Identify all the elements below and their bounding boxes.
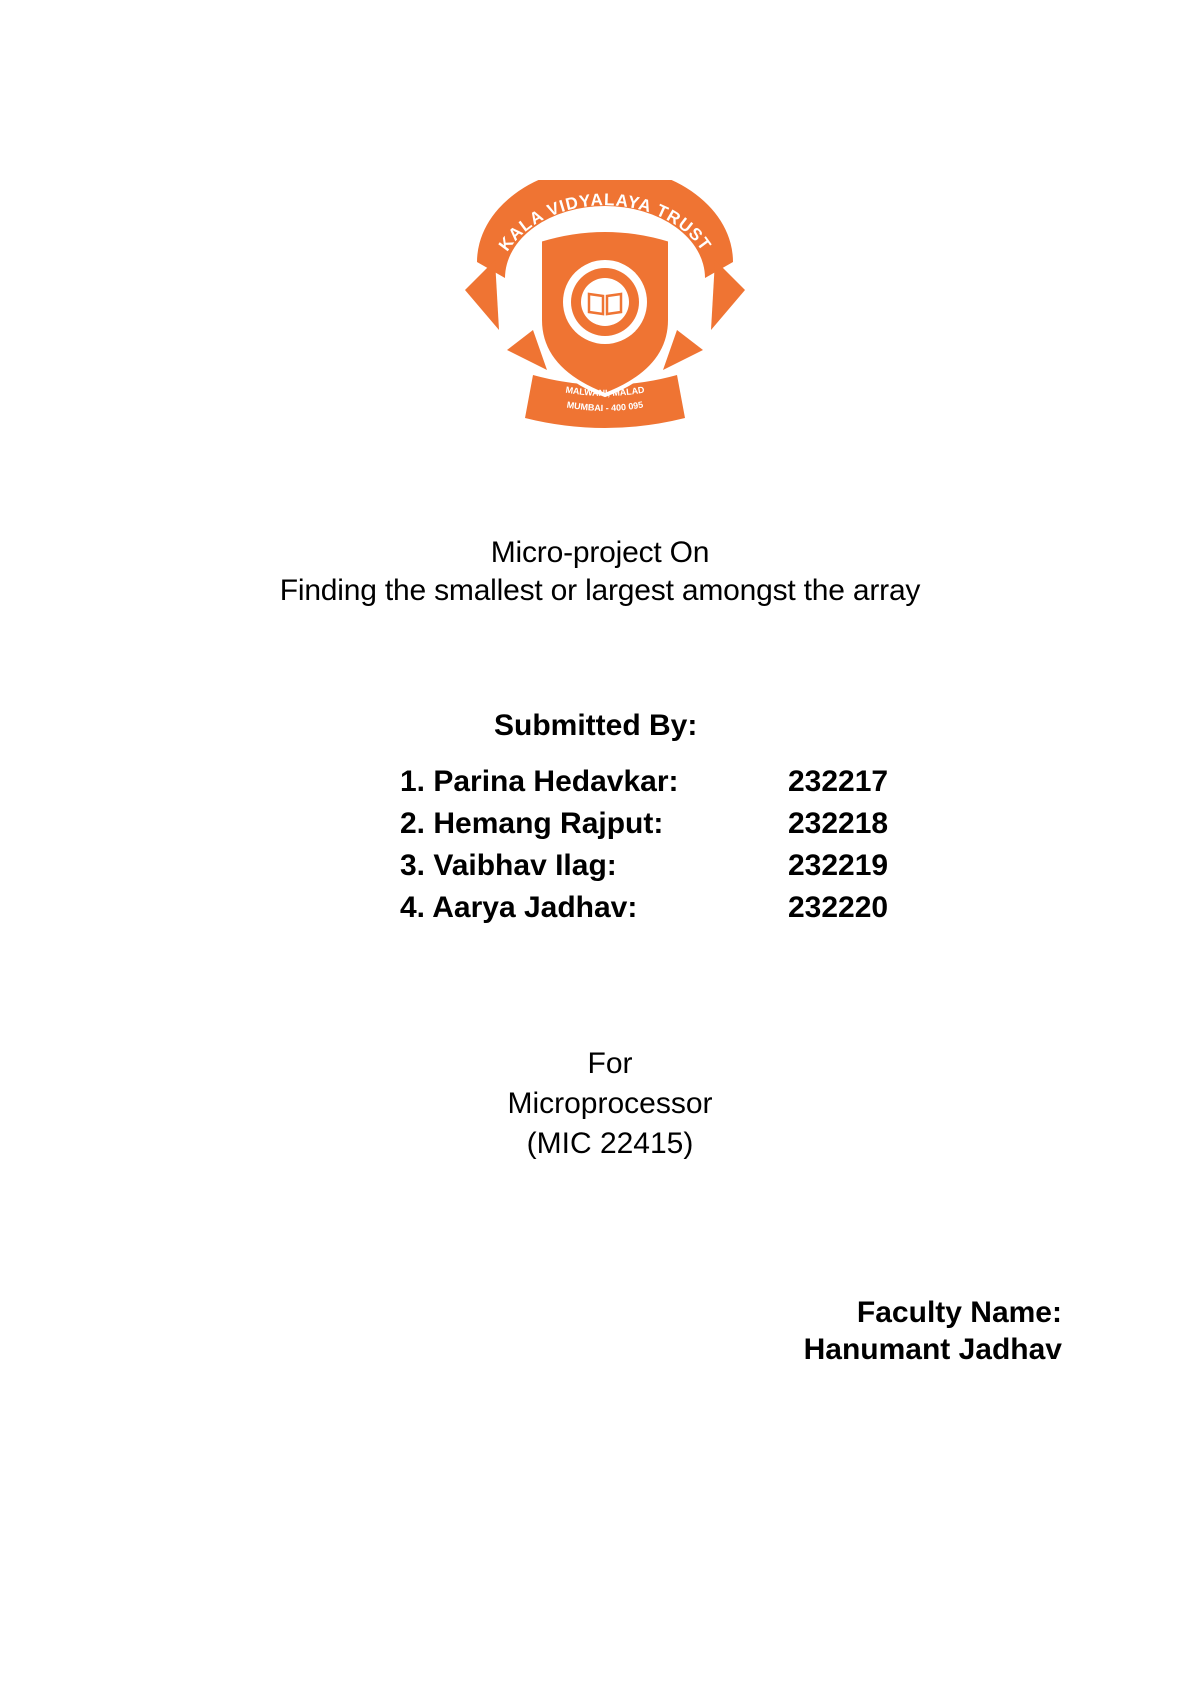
- subject-name: Microprocessor: [507, 1087, 713, 1120]
- list-item: [400, 889, 920, 931]
- title-line-2: Finding the smallest or largest amongst the array: [279, 574, 921, 607]
- title-line-1: Micro-project On: [490, 536, 710, 569]
- logo-emblem-icon: [455, 180, 755, 440]
- logo-banner-text: KALA VIDYALAYA TRUST: [495, 190, 716, 255]
- member-name: 3. Vaibhav Ilag:: [400, 849, 617, 882]
- submitted-by-label: Submitted By:: [494, 709, 698, 742]
- member-name: 2. Hemang Rajput:: [400, 807, 664, 840]
- member-name: 4. Aarya Jadhav:: [400, 891, 638, 924]
- list-item: [400, 847, 920, 889]
- member-id: 232218: [788, 807, 889, 840]
- member-name: 1. Parina Hedavkar:: [400, 765, 679, 798]
- logo-ribbon-text-1: MALWANI, MALAD: [564, 384, 646, 399]
- list-item: [400, 805, 920, 847]
- subject-code: (MIC 22415): [526, 1127, 694, 1160]
- institution-logo: [455, 180, 755, 440]
- for-label: For: [587, 1047, 633, 1080]
- faculty-block: [804, 1294, 1062, 1368]
- logo-ribbon-text-2: MUMBAI - 400 095: [566, 399, 644, 414]
- member-id: 232220: [788, 891, 889, 924]
- member-list: [400, 763, 920, 931]
- project-title: [0, 534, 1200, 610]
- faculty-label: Faculty Name:: [856, 1296, 1062, 1329]
- subject-block: [0, 1044, 1200, 1164]
- list-item: [400, 763, 920, 805]
- member-id: 232219: [788, 849, 889, 882]
- member-id: 232217: [788, 765, 889, 798]
- faculty-name: Hanumant Jadhav: [803, 1333, 1062, 1366]
